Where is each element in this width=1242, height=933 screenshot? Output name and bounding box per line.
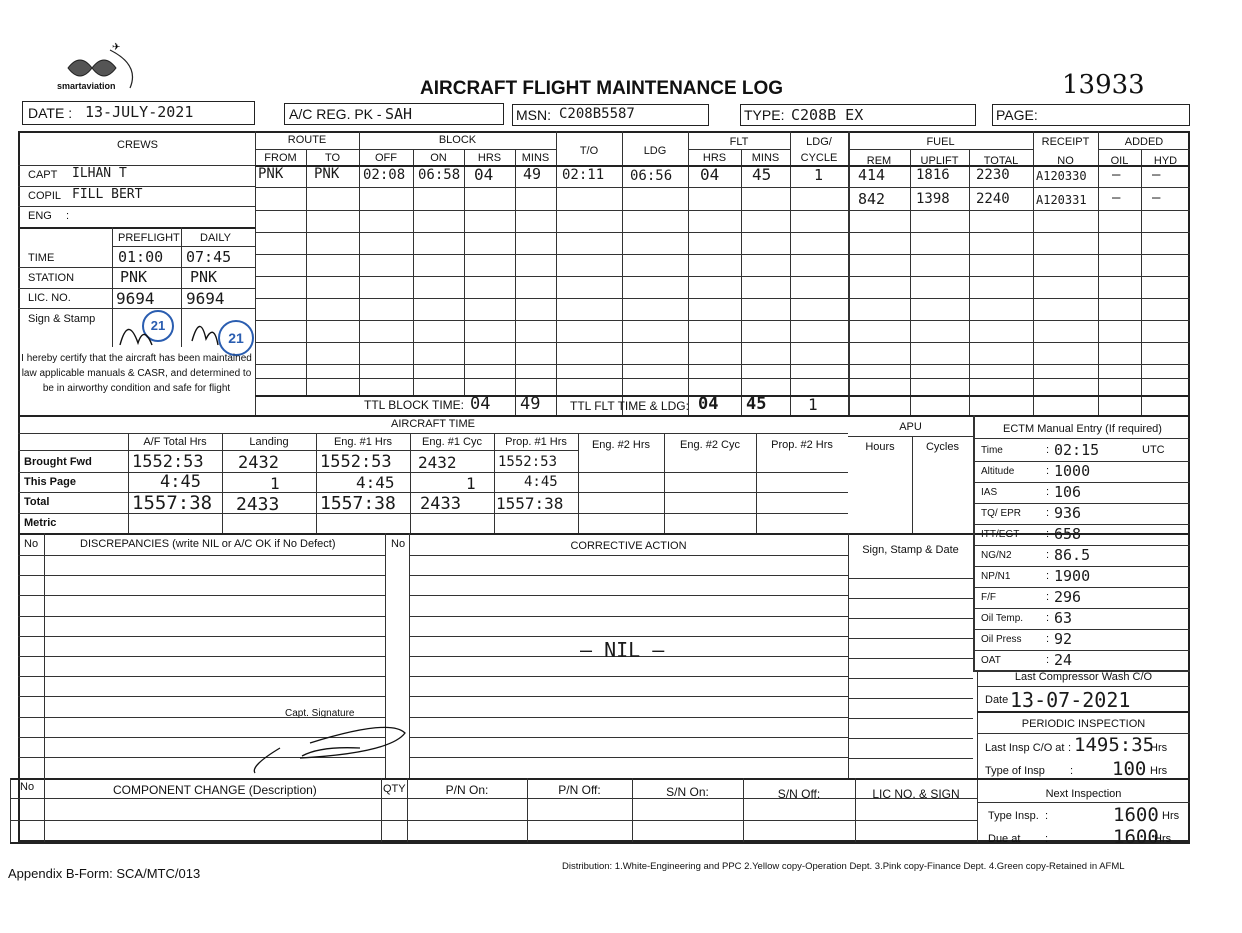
ectm-value: 02:15 (1054, 441, 1100, 459)
oil-header: OIL (1110, 155, 1129, 167)
ectm-label: OAT (981, 655, 1001, 666)
ectm-label: NP/N1 (981, 571, 1011, 582)
ldg-cycle-header-2: CYCLE (800, 152, 838, 164)
bf-af-total: 1552:53 (132, 452, 204, 472)
off-header: OFF (375, 152, 397, 164)
tp-eng1-hrs: 4:45 (356, 473, 395, 492)
reg-box[interactable] (284, 103, 504, 125)
ectm-value: 296 (1054, 588, 1082, 606)
ectm-label: TQ/ EPR (981, 508, 1022, 519)
reg-label: A/C REG. PK - (289, 106, 382, 122)
row1-hyd: — (1152, 167, 1161, 183)
added-header: ADDED (1124, 136, 1164, 148)
due-at-label: Due at (988, 833, 1021, 845)
next-type-label: Type Insp. (988, 810, 1039, 822)
apu-hours: Hours (865, 441, 895, 453)
reg-value: SAH (385, 105, 413, 123)
preflight-label: PREFLIGHT (118, 232, 180, 244)
log-number: 13933 (1062, 70, 1145, 100)
tp-landing: 1 (270, 474, 280, 493)
sign-stamp-label: Sign & Stamp (28, 313, 96, 325)
aircraft-time-header: AIRCRAFT TIME (391, 418, 475, 430)
type-label: TYPE: (744, 107, 785, 123)
lic-preflight: 9694 (116, 289, 155, 308)
date-value: 13-JULY-2021 (85, 103, 194, 121)
from-header: FROM (264, 152, 297, 164)
ttl-flt-hrs: 04 (698, 394, 719, 414)
ectm-utc: UTC (1142, 444, 1165, 456)
total-header: TOTAL (983, 155, 1019, 167)
ectm-value: 1900 (1054, 567, 1091, 585)
logo-text: smartaviation (57, 81, 116, 91)
comp-sn-on: S/N On: (666, 785, 709, 799)
row2-hyd: — (1152, 190, 1161, 206)
row1-takeoff: 02:11 (562, 167, 605, 183)
type-insp-value: 100 (1112, 758, 1147, 780)
capt-value: ILHAN T (72, 166, 127, 181)
row1-flt-hrs: 04 (700, 165, 720, 184)
tp-prop1-hrs: 4:45 (524, 474, 558, 490)
page-title: AIRCRAFT FLIGHT MAINTENANCE LOG (420, 78, 784, 99)
ectm-label: Altitude (981, 466, 1015, 477)
to-header: TO (324, 152, 341, 164)
row1-to: PNK (314, 166, 340, 182)
row1-cycle: 1 (814, 166, 824, 184)
col-prop1-hrs: Prop. #1 Hrs (505, 436, 567, 448)
ttl-block-mins: 49 (520, 394, 541, 414)
row2-total: 2240 (976, 191, 1010, 207)
col-eng2-hrs: Eng. #2 Hrs (591, 439, 651, 451)
stamp-icon: 21 (218, 320, 254, 356)
type-insp-hrs: Hrs (1150, 765, 1168, 777)
disc-header: DISCREPANCIES (write NIL or A/C OK if No Defect) (80, 538, 336, 550)
time-daily: 07:45 (186, 248, 232, 266)
row1-rem: 414 (858, 166, 886, 184)
svg-text:✈: ✈ (112, 42, 121, 53)
ttl-flt-mins: 45 (746, 394, 767, 414)
ldg-cycle-header: LDG/ (806, 136, 832, 148)
compressor-date-label: Date (985, 694, 1009, 706)
col-eng1-cyc: Eng. #1 Cyc (422, 436, 482, 448)
bf-eng1-cyc: 2432 (418, 453, 457, 472)
row1-oil: – (1112, 167, 1121, 183)
compressor-date-value: 13-07-2021 (1010, 688, 1131, 712)
tot-landing: 2433 (236, 494, 280, 515)
daily-label: DAILY (200, 232, 231, 244)
comp-desc: COMPONENT CHANGE (Description) (113, 783, 317, 797)
to-time-header: T/O (579, 145, 599, 157)
bf-eng1-hrs: 1552:53 (320, 452, 392, 472)
corrective-header: CORRECTIVE ACTION (570, 540, 687, 552)
bf-landing: 2432 (238, 453, 279, 473)
row1-receipt: A120330 (1036, 169, 1087, 183)
station-preflight: PNK (120, 268, 148, 286)
compressor-header: Last Compressor Wash C/O (1014, 671, 1153, 683)
distribution-note: Distribution: 1.White-Engineering and PPC 2.Yellow copy-Operation Dept. 3.Pink copy-Finance Dept. 4.Green copy-Retained in AFML (562, 861, 1125, 872)
ectm-label: ITT/EGT (981, 529, 1020, 540)
tot-prop1-hrs: 1557:38 (496, 494, 564, 513)
ectm-value: 658 (1054, 525, 1082, 543)
copil-label: COPIL (28, 190, 62, 202)
tp-eng1-cyc: 1 (466, 474, 476, 493)
ectm-label: Time (981, 445, 1003, 456)
apu-header: APU (899, 421, 922, 433)
time-label: TIME (28, 252, 55, 264)
ectm-label: F/F (981, 592, 996, 603)
ttl-ldg: 1 (808, 395, 818, 414)
comp-qty: QTY (383, 783, 406, 795)
tot-eng1-hrs: 1557:38 (320, 493, 396, 514)
certify-text: I hereby certify that the aircraft has been maintained law applicable manuals & CASR, and determined to be in airworthy condition and safe for flight (21, 353, 252, 394)
tot-eng1-cyc: 2433 (420, 494, 461, 514)
row1-mins: 49 (523, 165, 542, 183)
block-header: BLOCK (438, 134, 477, 146)
time-preflight: 01:00 (118, 248, 164, 266)
ttl-flt-label: TTL FLT TIME & LDG: (570, 399, 689, 413)
due-at-hrs: Hrs (1154, 833, 1172, 845)
comp-pn-off: P/N Off: (558, 783, 601, 797)
type-box[interactable] (740, 104, 976, 126)
ectm-label: Oil Temp. (981, 613, 1024, 624)
tp-af-total: 4:45 (160, 472, 201, 492)
row2-rem: 842 (858, 190, 886, 208)
crews-header: CREWS (117, 139, 158, 151)
col-eng1-hrs: Eng. #1 Hrs (333, 436, 393, 448)
comp-sn-off: S/N Off: (777, 787, 821, 801)
signature-icon (110, 305, 260, 353)
row1-landing: 06:56 (630, 168, 673, 184)
col-landing: Landing (249, 436, 289, 448)
row2-uplift: 1398 (916, 191, 950, 207)
route-header: ROUTE (287, 134, 327, 146)
lic-daily: 9694 (186, 289, 225, 308)
fuel-header: FUEL (926, 136, 955, 148)
date-label: DATE : (28, 105, 73, 121)
stamp-icon: 21 (142, 310, 174, 342)
row1-hrs: 04 (474, 165, 494, 184)
ectm-value: 936 (1054, 504, 1082, 522)
disc-no: No (24, 538, 39, 550)
col-prop2-hrs: Prop. #2 Hrs (771, 439, 833, 451)
periodic-header: PERIODIC INSPECTION (1021, 718, 1146, 730)
capt-signature-icon (240, 718, 420, 778)
row1-total: 2230 (976, 167, 1010, 183)
next-type-hrs: Hrs (1162, 810, 1180, 822)
uplift-header: UPLIFT (920, 155, 959, 167)
row1-from: PNK (258, 166, 284, 182)
type-insp-label: Type of Insp (985, 765, 1045, 777)
last-insp-label: Last Insp C/O at (985, 742, 1065, 754)
col-eng2-cyc: Eng. #2 Cyc (680, 439, 740, 451)
ectm-value: 92 (1054, 630, 1073, 648)
nil-entry: – NIL – (580, 638, 665, 662)
row2-receipt: A120331 (1036, 193, 1087, 207)
next-insp-header: Next Inspection (1045, 788, 1122, 800)
ectm-value: 63 (1054, 609, 1073, 627)
ldg-header: LDG (643, 145, 667, 157)
hyd-header: HYD (1153, 155, 1178, 167)
copil-value: FILL BERT (72, 187, 143, 202)
last-insp-hrs: Hrs (1150, 742, 1168, 754)
type-value: C208B EX (791, 106, 864, 124)
station-daily: PNK (190, 268, 218, 286)
mins-header: MINS (521, 152, 550, 164)
ectm-header: ECTM Manual Entry (If required) (1003, 423, 1162, 435)
msn-box[interactable] (512, 104, 709, 126)
comp-lic-sign: LIC NO. & SIGN (872, 787, 960, 801)
ectm-label: IAS (981, 487, 998, 498)
row-total: Total (24, 496, 50, 508)
row-brought-fwd: Brought Fwd (24, 456, 92, 468)
lic-label: LIC. NO. (28, 292, 71, 304)
eng-label: ENG (28, 210, 52, 222)
receipt-no-header: NO (1057, 155, 1074, 167)
bf-prop1-hrs: 1552:53 (498, 454, 558, 470)
row1-uplift: 1816 (916, 167, 950, 183)
msn-value: C208B5587 (559, 106, 635, 122)
ectm-label: Oil Press (981, 634, 1022, 645)
date-box[interactable] (22, 101, 255, 125)
capt-label: CAPT (28, 169, 58, 181)
row-metric: Metric (24, 517, 57, 529)
on-header: ON (430, 152, 447, 164)
form-id: Appendix B-Form: SCA/MTC/013 (8, 866, 201, 881)
due-at-value: 1600 (1113, 826, 1159, 848)
sign-stamp-date-header: Sign, Stamp & Date (862, 544, 959, 556)
flt-header: FLT (729, 136, 749, 148)
disc-no2: No (391, 538, 406, 550)
row-this-page: This Page (24, 476, 76, 488)
comp-no: No (20, 781, 35, 793)
row1-off: 02:08 (363, 167, 406, 183)
rem-header: REM (866, 155, 892, 167)
row1-on: 06:58 (418, 167, 461, 183)
page-label: PAGE: (996, 107, 1038, 123)
ectm-value: 24 (1054, 651, 1073, 669)
flt-mins-header: MINS (751, 152, 780, 164)
flt-hrs-header: HRS (702, 152, 727, 164)
ectm-value: 1000 (1054, 462, 1091, 480)
last-insp-value: 1495:35 (1074, 734, 1155, 756)
col-af-total: A/F Total Hrs (143, 436, 207, 448)
ttl-block-hrs: 04 (470, 394, 491, 414)
ectm-value: 106 (1054, 483, 1082, 501)
hrs-header: HRS (477, 152, 502, 164)
ectm-value: 86.5 (1054, 546, 1091, 564)
station-label: STATION (28, 272, 75, 284)
row1-flt-mins: 45 (752, 165, 772, 184)
capt-signature-label: Capt. Signature (285, 708, 355, 719)
page-box[interactable] (992, 104, 1190, 126)
receipt-header: RECEIPT (1041, 136, 1090, 148)
row2-oil: — (1112, 190, 1121, 206)
ectm-label: NG/N2 (981, 550, 1012, 561)
comp-pn-on: P/N On: (445, 783, 489, 797)
msn-label: MSN: (516, 107, 551, 123)
tot-af-total: 1557:38 (132, 492, 213, 514)
ttl-block-label: TTL BLOCK TIME: (364, 398, 465, 412)
next-type-value: 1600 (1113, 804, 1159, 826)
apu-cycles: Cycles (925, 441, 959, 453)
